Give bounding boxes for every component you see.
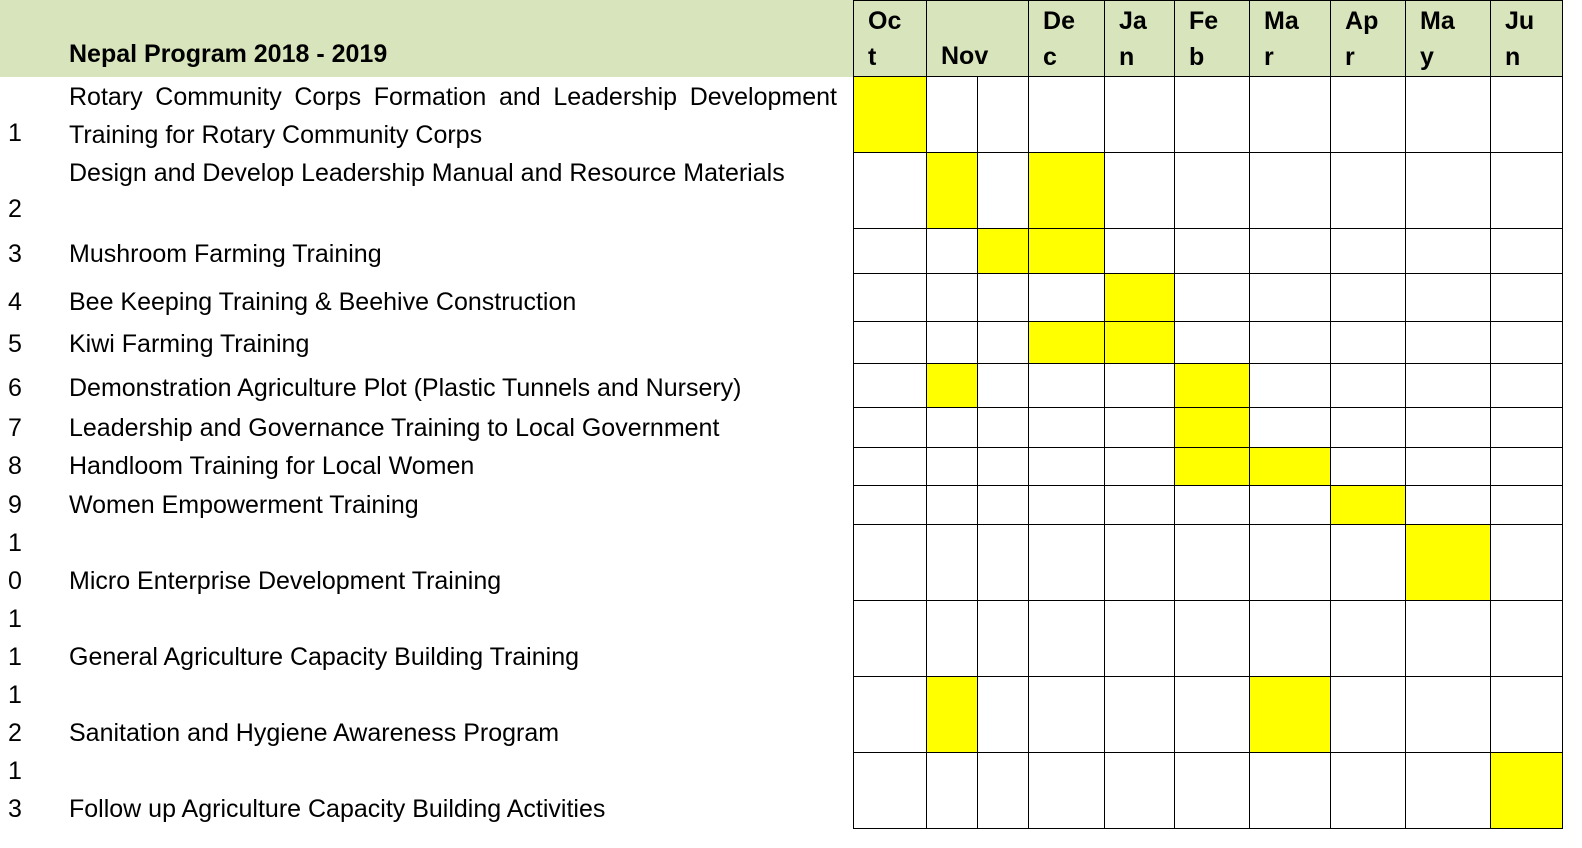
task-name: Demonstration Agriculture Plot (Plastic Tunnels and Nursery) (69, 374, 742, 402)
task-name: Kiwi Farming Training (69, 330, 310, 358)
schedule-cell (1175, 525, 1250, 601)
schedule-cell (1029, 525, 1105, 601)
schedule-cell (1331, 77, 1406, 153)
task-row-9 (854, 486, 1563, 525)
schedule-cell (1029, 753, 1105, 829)
chart-title: Nepal Program 2018 - 2019 (69, 40, 388, 68)
schedule-cell (978, 486, 1029, 525)
schedule-cell (927, 525, 978, 601)
task-number: 1 (8, 119, 22, 147)
schedule-cell (1491, 364, 1563, 408)
schedule-cell (1331, 677, 1406, 753)
schedule-cell (978, 408, 1029, 448)
task-row-3 (854, 229, 1563, 274)
schedule-cell (1331, 601, 1406, 677)
schedule-cell (1105, 486, 1175, 525)
task-row-12 (854, 677, 1563, 753)
task-row-13 (854, 753, 1563, 829)
schedule-cell (927, 677, 978, 753)
schedule-cell (1491, 448, 1563, 486)
schedule-cell (1175, 448, 1250, 486)
schedule-cell (1491, 322, 1563, 364)
schedule-cell (1175, 677, 1250, 753)
task-number: 1 3 (8, 757, 22, 823)
schedule-cell (927, 486, 978, 525)
schedule-cell (1175, 364, 1250, 408)
month-header-3: Ja n (1105, 1, 1175, 77)
schedule-cell (1331, 364, 1406, 408)
schedule-cell (1029, 486, 1105, 525)
schedule-cell (1250, 153, 1331, 229)
task-name: Leadership and Governance Training to Local Government (69, 414, 720, 442)
schedule-cell (1406, 486, 1491, 525)
schedule-cell (1406, 677, 1491, 753)
schedule-cell (978, 448, 1029, 486)
month-header-1: Nov (927, 1, 1029, 77)
schedule-cell (927, 408, 978, 448)
schedule-cell (1105, 753, 1175, 829)
schedule-cell (1250, 486, 1331, 525)
schedule-cell (1331, 448, 1406, 486)
schedule-cell (1105, 322, 1175, 364)
schedule-cell (1175, 408, 1250, 448)
task-number: 3 (8, 240, 22, 268)
month-header-8: Ju n (1491, 1, 1563, 77)
schedule-cell (1029, 77, 1105, 153)
schedule-cell (854, 486, 927, 525)
schedule-cell (1029, 229, 1105, 274)
schedule-cell (1105, 77, 1175, 153)
schedule-cell (1175, 153, 1250, 229)
schedule-cell (1250, 322, 1331, 364)
task-name: Follow up Agriculture Capacity Building Activities (69, 795, 606, 823)
task-row-4 (854, 274, 1563, 322)
schedule-cell (978, 274, 1029, 322)
schedule-cell (1175, 274, 1250, 322)
schedule-cell (1406, 322, 1491, 364)
schedule-cell (1406, 364, 1491, 408)
schedule-cell (1175, 601, 1250, 677)
schedule-cell (1406, 408, 1491, 448)
schedule-cell (1105, 448, 1175, 486)
schedule-cell (927, 153, 978, 229)
schedule-cell (1406, 525, 1491, 601)
schedule-cell (1491, 525, 1563, 601)
schedule-cell (854, 525, 927, 601)
schedule-cell (927, 601, 978, 677)
schedule-cell (927, 229, 978, 274)
schedule-cell (1491, 601, 1563, 677)
schedule-cell (978, 525, 1029, 601)
schedule-cell (1175, 753, 1250, 829)
task-number: 7 (8, 414, 22, 442)
schedule-cell (927, 274, 978, 322)
month-header-row (854, 1, 1563, 77)
schedule-cell (978, 322, 1029, 364)
schedule-cell (1331, 229, 1406, 274)
schedule-cell (1406, 77, 1491, 153)
task-row-1 (854, 77, 1563, 153)
task-row-5 (854, 322, 1563, 364)
month-header-0: Oc t (854, 1, 927, 77)
task-number: 1 1 (8, 605, 22, 671)
schedule-cell (1406, 229, 1491, 274)
schedule-cell (1406, 153, 1491, 229)
schedule-cell (1491, 677, 1563, 753)
task-row-10 (854, 525, 1563, 601)
schedule-cell (1029, 601, 1105, 677)
schedule-cell (1331, 486, 1406, 525)
task-number: 4 (8, 288, 22, 316)
schedule-cell (978, 229, 1029, 274)
task-number: 6 (8, 374, 22, 402)
schedule-cell (1331, 525, 1406, 601)
month-header-2: De c (1029, 1, 1105, 77)
schedule-cell (927, 448, 978, 486)
schedule-grid (853, 0, 1563, 829)
schedule-cell (978, 601, 1029, 677)
schedule-cell (1175, 77, 1250, 153)
schedule-cell (854, 77, 927, 153)
schedule-cell (1250, 448, 1331, 486)
schedule-cell (1331, 322, 1406, 364)
schedule-cell (1175, 229, 1250, 274)
task-row-6 (854, 364, 1563, 408)
schedule-cell (854, 274, 927, 322)
schedule-cell (927, 77, 978, 153)
schedule-cell (1250, 525, 1331, 601)
schedule-cell (1105, 677, 1175, 753)
schedule-cell (927, 322, 978, 364)
schedule-cell (1491, 229, 1563, 274)
schedule-cell (1406, 448, 1491, 486)
schedule-cell (1029, 677, 1105, 753)
schedule-cell (1029, 153, 1105, 229)
schedule-cell (854, 677, 927, 753)
task-row-7 (854, 408, 1563, 448)
schedule-cell (1250, 408, 1331, 448)
schedule-cell (1175, 486, 1250, 525)
schedule-cell (978, 364, 1029, 408)
schedule-cell (854, 601, 927, 677)
schedule-cell (1105, 408, 1175, 448)
month-header-5: Ma r (1250, 1, 1331, 77)
schedule-cell (854, 448, 927, 486)
task-name: Sanitation and Hygiene Awareness Program (69, 719, 560, 747)
schedule-cell (978, 77, 1029, 153)
schedule-cell (1029, 274, 1105, 322)
schedule-cell (1029, 408, 1105, 448)
schedule-cell (854, 408, 927, 448)
task-name: Micro Enterprise Development Training (69, 567, 502, 595)
task-number: 1 0 (8, 529, 22, 595)
schedule-cell (1105, 525, 1175, 601)
month-header-4: Fe b (1175, 1, 1250, 77)
schedule-cell (1331, 753, 1406, 829)
schedule-cell (854, 229, 927, 274)
schedule-cell (1105, 274, 1175, 322)
task-name: General Agriculture Capacity Building Training (69, 643, 579, 671)
task-row-8 (854, 448, 1563, 486)
schedule-cell (1331, 153, 1406, 229)
schedule-cell (1491, 77, 1563, 153)
schedule-cell (1029, 364, 1105, 408)
schedule-cell (1406, 274, 1491, 322)
schedule-cell (1250, 229, 1331, 274)
schedule-cell (1406, 601, 1491, 677)
task-name: Women Empowerment Training (69, 491, 419, 519)
schedule-cell (927, 753, 978, 829)
schedule-cell (1491, 274, 1563, 322)
schedule-cell (1250, 753, 1331, 829)
schedule-cell (1491, 408, 1563, 448)
schedule-cell (1250, 364, 1331, 408)
schedule-cell (978, 753, 1029, 829)
month-header-6: Ap r (1331, 1, 1406, 77)
schedule-cell (1175, 322, 1250, 364)
schedule-cell (1250, 77, 1331, 153)
task-name: Design and Develop Leadership Manual and Resource Materials (69, 159, 785, 187)
schedule-cell (1250, 601, 1331, 677)
schedule-cell (978, 153, 1029, 229)
task-number: 1 2 (8, 681, 22, 747)
schedule-cell (854, 364, 927, 408)
task-name: Bee Keeping Training & Beehive Construction (69, 288, 577, 316)
schedule-cell (854, 153, 927, 229)
schedule-cell (1331, 274, 1406, 322)
schedule-cell (1105, 229, 1175, 274)
task-row-11 (854, 601, 1563, 677)
task-number: 2 (8, 195, 22, 223)
schedule-cell (1491, 153, 1563, 229)
schedule-cell (1105, 153, 1175, 229)
task-number: 9 (8, 491, 22, 519)
schedule-cell (1029, 322, 1105, 364)
schedule-cell (1105, 601, 1175, 677)
task-row-2 (854, 153, 1563, 229)
schedule-cell (1029, 448, 1105, 486)
schedule-cell (927, 364, 978, 408)
schedule-cell (854, 753, 927, 829)
task-name: Handloom Training for Local Women (69, 452, 475, 480)
task-name: Rotary Community Corps Formation and Leadership Development Training for Rotary Community Corps (69, 83, 837, 149)
schedule-cell (978, 677, 1029, 753)
task-number: 8 (8, 452, 22, 480)
schedule-cell (1331, 408, 1406, 448)
task-number: 5 (8, 330, 22, 358)
schedule-cell (1491, 753, 1563, 829)
schedule-cell (1250, 677, 1331, 753)
schedule-cell (854, 322, 927, 364)
schedule-cell (1250, 274, 1331, 322)
task-name: Mushroom Farming Training (69, 240, 382, 268)
schedule-cell (1105, 364, 1175, 408)
schedule-cell (1406, 753, 1491, 829)
schedule-cell (1491, 486, 1563, 525)
month-header-7: Ma y (1406, 1, 1491, 77)
